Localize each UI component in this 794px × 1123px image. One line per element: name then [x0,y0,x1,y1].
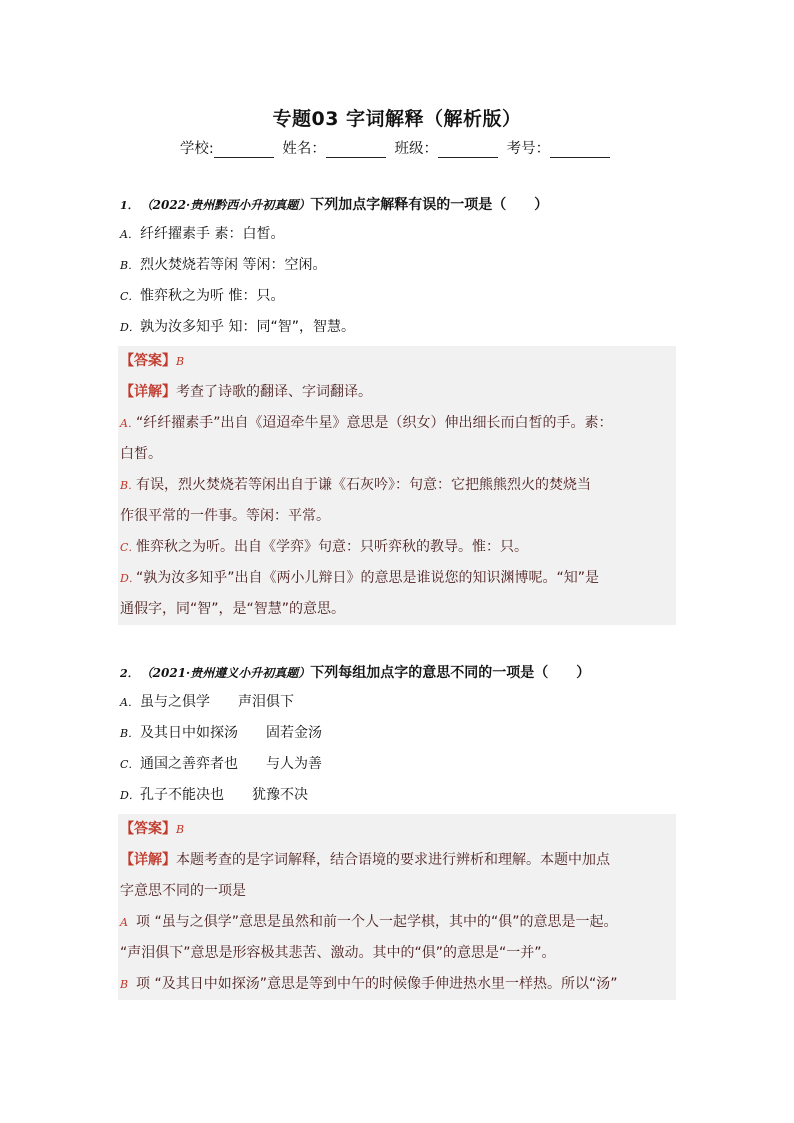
option-c: C．通国之善弈者也 与人为善 [120,756,322,772]
option-b: B．烈火焚烧若等闲 等闲：空闲。 [120,257,327,273]
question-2 [120,659,680,811]
class-label: 班级： [394,141,438,157]
detail-line: D．“孰为汝多知乎”出自《两小儿辩日》的意思是谁说您的知识渊博呢。“知”是 [120,570,600,586]
answer-row [118,814,676,845]
detail-line: 字意思不同的一项是 [120,883,246,899]
detail-line: B 项 “及其日中如探汤”意思是等到中午的时候像手伸进热水里一样热。所以“汤” [120,976,618,992]
question-source: （2021·贵州遵义小升初真题） [146,666,311,680]
question-number: 1． [120,199,139,212]
school-blank [214,143,274,158]
question-text: 下列加点字解释有误的一项是（ ） [310,197,549,213]
answer-value: B [176,823,185,836]
option-c: C．惟弈秋之为听 惟：只。 [120,288,285,304]
answer-box-1 [118,346,676,625]
question-1 [120,191,680,343]
detail-line: C．惟弈秋之为听。出自《学弈》句意：只听弈秋的教导。惟：只。 [120,539,528,555]
answer-value: B [176,355,185,368]
option-d: D．孔子不能决也 犹豫不决 [120,787,308,803]
detail-line: A．“纤纤擢素手”出自《迢迢牵牛星》意思是（织女）伸出细长而白皙的手。素： [120,415,613,431]
question-stem [120,191,680,219]
school-label: 学校: [179,141,214,157]
exam-number-blank [550,143,610,158]
name-blank [326,143,386,158]
question-text: 下列每组加点字的意思不同的一项是（ ） [310,665,591,681]
student-info-fields [0,137,794,158]
question-stem [120,659,680,687]
detail-label: 【详解】 [120,852,176,868]
detail-label: 【详解】 [120,384,176,400]
detail-line: 通假字，同“智”，是“智慧”的意思。 [120,601,346,617]
page-title: 专题03 字词解释（解析版） [272,108,522,130]
answer-row [118,346,676,377]
class-blank [438,143,498,158]
name-label: 姓名： [282,141,326,157]
detail-line: “声泪俱下”意思是形容极其悲苦、激动。其中的“俱”的意思是“一并”。 [120,945,556,961]
detail-row: 【详解】本题考查的是字词解释，结合语境的要求进行辨析和理解。本题中加点 [120,852,610,868]
exam-number-label: 考号： [506,141,551,157]
option-d: D．孰为汝多知乎 知：同“智”，智慧。 [120,319,355,335]
answer-label: 【答案】 [120,821,176,837]
answer-box-2 [118,814,676,1000]
detail-row: 【详解】考查了诗歌的翻译、字词翻译。 [120,384,372,400]
option-a: A．纤纤擢素手 素：白皙。 [120,226,285,242]
option-a: A．虽与之俱学 声泪俱下 [120,694,294,710]
detail-line: A 项 “虽与之俱学”意思是虽然和前一个人一起学棋，其中的“俱”的意思是一起。 [120,914,618,930]
detail-line: 作很平常的一件事。等闲：平常。 [120,508,330,524]
answer-label: 【答案】 [120,353,176,369]
option-b: B．及其日中如探汤 固若金汤 [120,725,322,741]
detail-line: 白皙。 [120,446,162,462]
question-source: （2022·贵州黔西小升初真题） [146,198,311,212]
question-number: 2． [120,667,139,680]
detail-line: B．有误，烈火焚烧若等闲出自于谦《石灰吟》：句意：它把熊熊烈火的焚烧当 [120,477,591,493]
